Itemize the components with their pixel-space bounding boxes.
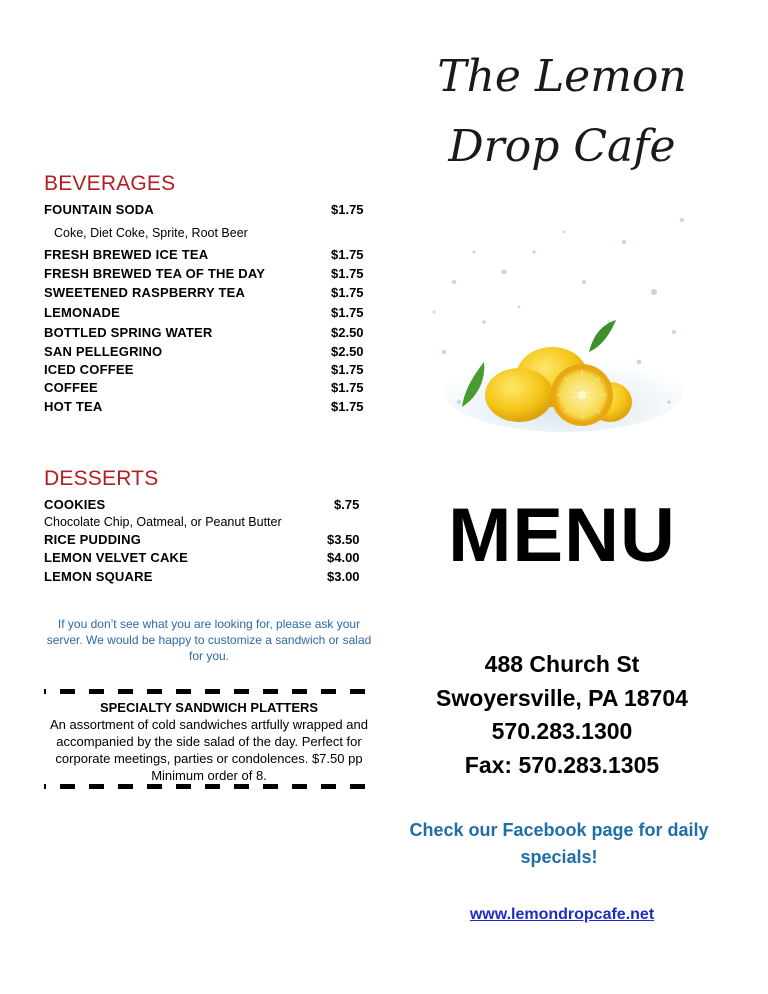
- leaf-icon: [589, 320, 616, 352]
- menu-item-name: LEMONADE: [44, 305, 120, 320]
- menu-item-name: COOKIES: [44, 497, 106, 512]
- menu-item-name: HOT TEA: [44, 399, 103, 414]
- platters-title: SPECIALTY SANDWICH PLATTERS: [99, 700, 319, 715]
- platters-desc-line4: Minimum order of 8.: [151, 768, 267, 783]
- menu-item-price: $1.75: [331, 305, 364, 320]
- menu-item-name: FOUNTAIN SODA: [44, 202, 154, 217]
- menu-item-price: $1.75: [331, 247, 364, 262]
- lemons-illustration: [424, 212, 690, 440]
- menu-item-price: $2.50: [331, 325, 364, 340]
- phone-number: 570.283.1300: [491, 718, 633, 744]
- dashed-border-bottom: [60, 784, 376, 789]
- menu-item-price: $1.75: [331, 202, 364, 217]
- menu-item-name: SAN PELLEGRINO: [44, 344, 163, 359]
- facebook-note-line1: Check our Facebook page for daily: [409, 820, 709, 840]
- soda-flavors: Coke, Diet Coke, Sprite, Root Beer: [54, 226, 248, 240]
- menu-item-price: $2.50: [331, 344, 364, 359]
- menu-item-name: LEMON SQUARE: [44, 569, 153, 584]
- customize-note-line2: server. We would be happy to customize a sandwich or salad: [46, 633, 372, 647]
- fax-number: Fax: 570.283.1305: [464, 752, 660, 778]
- facebook-note-line2: specials!: [520, 847, 598, 867]
- dashed-border-tick: [44, 784, 46, 789]
- customize-note-line3: for you.: [188, 649, 230, 663]
- cafe-title-line2: Drop Cafe: [448, 121, 676, 172]
- lemon-whole: [485, 368, 553, 422]
- menu-item-price: $1.75: [331, 285, 364, 300]
- menu-item-price: $1.75: [331, 362, 364, 377]
- menu-item-price: $3.50: [327, 532, 360, 547]
- platters-desc-line3: corporate meetings, parties or condolences. $7.50 pp: [55, 751, 363, 766]
- menu-item-price: $4.00: [327, 550, 360, 565]
- beverages-heading: BEVERAGES: [44, 172, 176, 195]
- cafe-title-line1: The Lemon: [437, 51, 687, 102]
- platters-desc-line1: An assortment of cold sandwiches artfully wrapped and: [50, 717, 368, 732]
- dashed-border-top: [60, 689, 376, 694]
- menu-item-price: $.75: [334, 497, 360, 512]
- menu-item-name: ICED COFFEE: [44, 362, 134, 377]
- menu-heading: MENU: [448, 493, 676, 578]
- menu-item-name: LEMON VELVET CAKE: [44, 550, 189, 565]
- menu-item-name: FRESH BREWED ICE TEA: [44, 247, 209, 262]
- dashed-border-tick: [44, 689, 46, 694]
- menu-item-name: SWEETENED RASPBERRY TEA: [44, 285, 246, 300]
- menu-item-name: COFFEE: [44, 380, 98, 395]
- menu-item-price: $1.75: [331, 380, 364, 395]
- menu-item-price: $1.75: [331, 399, 364, 414]
- menu-item-price: $1.75: [331, 266, 364, 281]
- platters-desc-line2: accompanied by the side salad of the day. Perfect for: [56, 734, 362, 749]
- customize-note-line1: If you don’t see what you are looking for, please ask your: [57, 617, 361, 631]
- menu-item-price: $3.00: [327, 569, 360, 584]
- website-link[interactable]: www.lemondropcafe.net: [469, 906, 655, 923]
- menu-item-name: RICE PUDDING: [44, 532, 142, 547]
- address-street: 488 Church St: [484, 651, 640, 677]
- cookie-flavors: Chocolate Chip, Oatmeal, or Peanut Butter: [44, 515, 282, 529]
- address-city: Swoyersville, PA 18704: [436, 685, 688, 711]
- menu-item-name: BOTTLED SPRING WATER: [44, 325, 213, 340]
- desserts-heading: DESSERTS: [44, 467, 159, 490]
- menu-item-name: FRESH BREWED TEA OF THE DAY: [44, 266, 266, 281]
- lemons-splash-photo: [424, 212, 690, 440]
